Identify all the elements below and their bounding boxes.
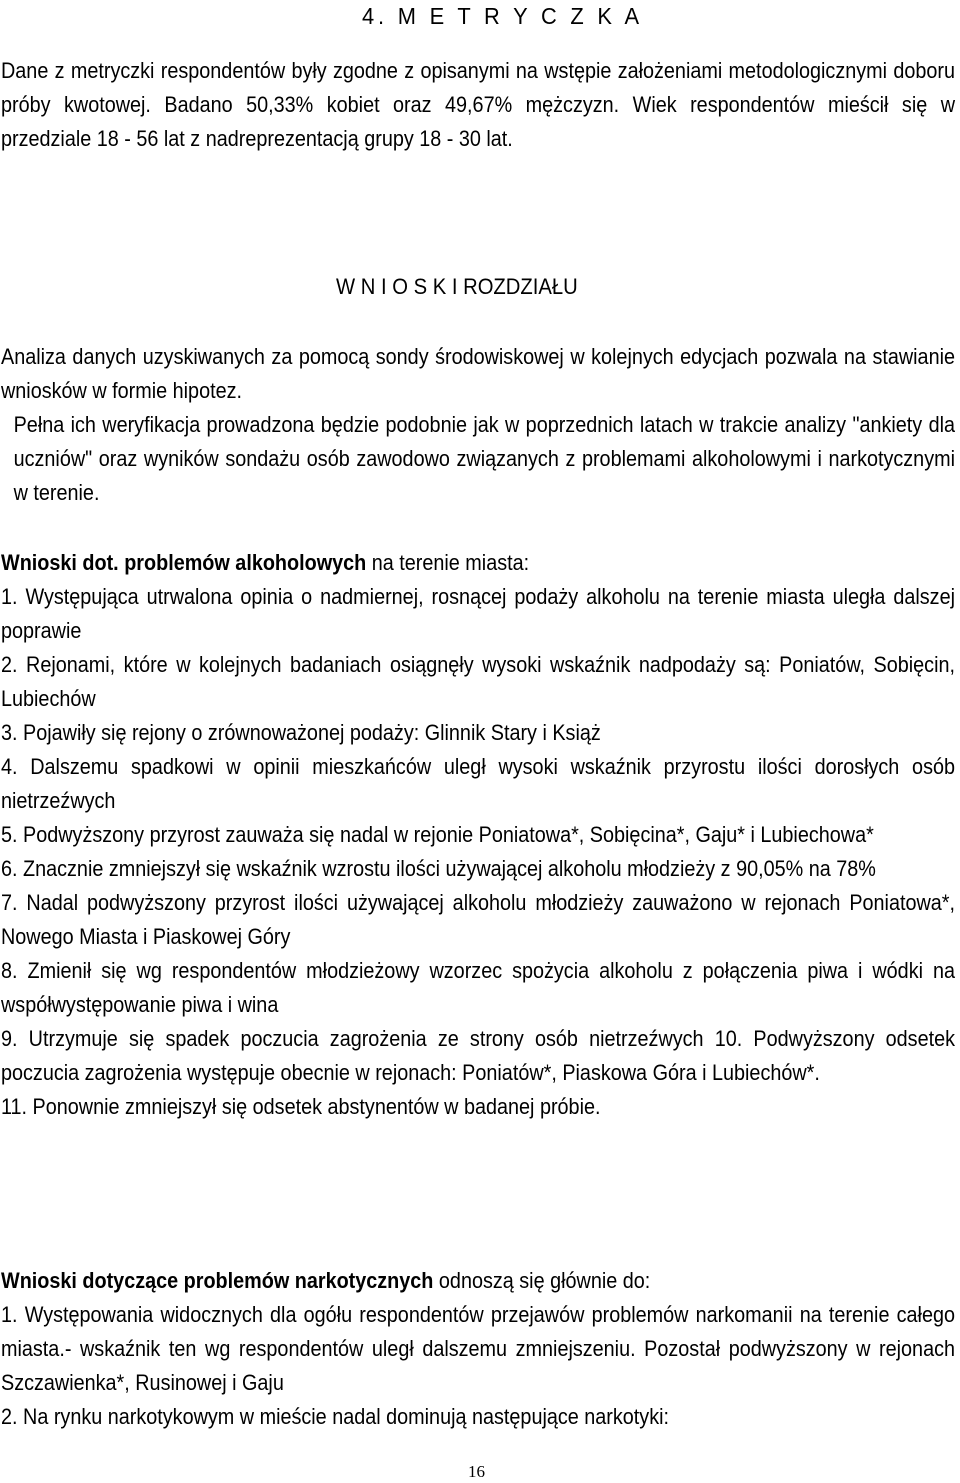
alcohol-label-bold-1: Wnioski dot. [1, 550, 119, 575]
list-item: 9. Utrzymuje się spadek poczucia zagrożenia ze strony osób nietrzeźwych 10. Podwyższony odsetek poczucia zagrożenia występuje obecnie w rejonach: Poniatów*, Piaskowa Góra i Lubiechów*. [1, 1026, 955, 1085]
conclusions-intro [1, 340, 960, 510]
drug-section-label [1, 1264, 955, 1298]
conclusions-paragraph-2: Pełna ich weryfikacja prowadzona będzie podobnie jak w poprzednich latach w trakcie analizy "ankiety dla uczniów" oraz wyników sondażu osób zawodowo związanych z problemami alkoholowymi i narkotycznymi w terenie. [13, 412, 956, 505]
list-item: 2. Rejonami, które w kolejnych badaniach osiągnęły wysoki wskaźnik nadpodaży są: Poniatów, Sobięcin, Lubiechów [1, 652, 955, 711]
drug-label-bold: Wnioski dotyczące problemów narkotycznych [1, 1268, 434, 1293]
list-item: 5. Podwyższony przyrost zauważa się nadal w rejonie Poniatowa*, Sobięcina*, Gaju* i Lubiechowa* [1, 822, 874, 847]
page-number: 16 [468, 1462, 485, 1481]
drug-conclusions [1, 1264, 960, 1434]
alcohol-label-bold-2: problemów alkoholowych [124, 550, 367, 575]
list-item: 1. Występująca utrwalona opinia o nadmiernej, rosnącej podaży alkoholu na terenie miasta uległa dalszej poprawie [1, 584, 955, 643]
alcohol-label-rest: na terenie miasta: [371, 550, 530, 575]
alcohol-conclusions [1, 546, 960, 1124]
list-item: 11. Ponownie zmniejszył się odsetek abstynentów w badanej próbie. [1, 1094, 601, 1119]
list-item: 7. Nadal podwyższony przyrost ilości używającej alkoholu młodzieży zauważono w rejonach Poniatowa*, Nowego Miasta i Piaskowej Góry [1, 890, 955, 949]
list-item: 2. Na rynku narkotykowym w mieście nadal dominują następujące narkotyki: [1, 1404, 670, 1429]
list-item: 8. Zmienił się wg respondentów młodzieżowy wzorzec spożycia alkoholu z połączenia piwa i wódki na współwystępowanie piwa i wina [1, 958, 955, 1017]
list-item: 4. Dalszemu spadkowi w opinii mieszkańców uległ wysoki wskaźnik przyrostu ilości dorosłych osób nietrzeźwych [1, 754, 955, 813]
conclusions-title: W N I O S K I ROZDZIAŁU [336, 274, 578, 299]
list-item: 3. Pojawiły się rejony o zrównoważonej podaży: Glinnik Stary i Książ [1, 720, 601, 745]
list-item: 1. Występowania widocznych dla ogółu respondentów przejawów problemów narkomanii na terenie całego miasta.- wskaźnik ten wg respondentów uległ dalszemu zmniejszeniu. Pozostał podwyższony w rejonach Szczawienka*, Rusinowej i Gaju [1, 1302, 955, 1395]
drug-label-rest: odnoszą się głównie do: [438, 1268, 651, 1293]
conclusions-paragraph-1: Analiza danych uzyskiwanych za pomocą sondy środowiskowej w kolejnych edycjach pozwala na stawianie wniosków w formie hipotez. [1, 344, 955, 403]
intro-section [1, 54, 960, 156]
chapter-title: 4. M E T R Y C Z K A [362, 3, 643, 29]
alcohol-section-label [1, 546, 955, 580]
list-item: 6. Znacznie zmniejszył się wskaźnik wzrostu ilości używającej alkoholu młodzieży z 90,05% na 78% [1, 856, 876, 881]
intro-paragraph: Dane z metryczki respondentów były zgodne z opisanymi na wstępie założeniami metodologicznymi doboru próby kwotowej. Badano 50,33% kobiet oraz 49,67% mężczyzn. Wiek respondentów mieścił się w przedziale 18 - 56 lat z nadreprezentacją grupy 18 - 30 lat. [1, 58, 955, 151]
